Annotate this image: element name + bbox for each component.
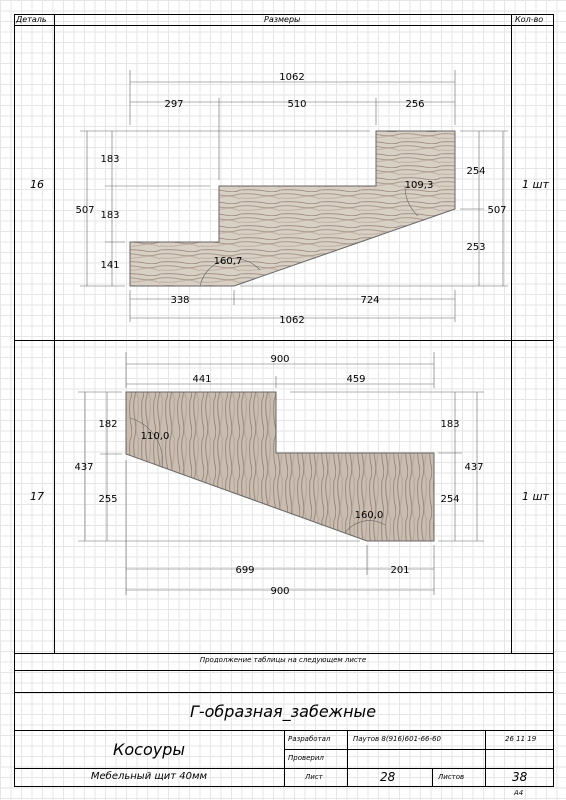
tb-vdiv-2 <box>347 730 348 787</box>
p16-angle-a: 109,3 <box>404 180 434 191</box>
p16-left-b: 183 <box>100 210 120 221</box>
p16-left-a: 183 <box>100 154 120 165</box>
p16-left-c: 141 <box>100 260 120 271</box>
part-17-shape <box>126 392 434 541</box>
material: Мебельный щит 40мм <box>90 771 208 782</box>
row-16-qty: 1 шт <box>522 178 549 191</box>
part-16-shape <box>130 131 455 286</box>
sheets-total: 38 <box>512 770 528 784</box>
p17-bottom-a: 699 <box>235 565 255 576</box>
date: 26 11 19 <box>505 735 537 743</box>
p16-right-b: 253 <box>466 242 486 253</box>
p16-right-total: 507 <box>487 205 507 216</box>
p16-top-b: 510 <box>287 99 307 110</box>
tb-hdiv-2 <box>14 768 554 769</box>
checked-label: Проверил <box>288 754 324 762</box>
p17-total-top: 900 <box>270 354 290 365</box>
developed-label: Разработал <box>288 735 331 743</box>
p16-bottom-total: 1062 <box>279 315 305 326</box>
header-sizes: Размеры <box>264 15 301 24</box>
tb-vdiv-3 <box>432 768 433 787</box>
p17-bottom-total: 900 <box>270 586 290 597</box>
p17-right-a: 183 <box>440 419 460 430</box>
p16-total-top: 1062 <box>279 72 305 83</box>
row-16-id: 16 <box>30 178 44 191</box>
header-qty: Кол-во <box>515 15 544 24</box>
p16-bottom-b: 724 <box>360 295 380 306</box>
title-block-top <box>14 692 554 693</box>
row-17-id: 17 <box>30 490 44 503</box>
tb-vdiv-4 <box>485 730 486 787</box>
p16-right-a: 254 <box>466 166 486 177</box>
p17-angle-a: 110,0 <box>140 431 170 442</box>
tb-vdiv-1 <box>284 730 285 787</box>
p16-angle-b: 160,7 <box>213 256 243 267</box>
project-title: Г-образная_забежные <box>189 702 377 721</box>
p17-left-a: 182 <box>98 419 118 430</box>
tb-hdiv-1 <box>284 749 554 750</box>
p16-top-c: 256 <box>405 99 425 110</box>
p16-bottom-a: 338 <box>170 295 190 306</box>
p17-top-b: 459 <box>346 374 366 385</box>
p17-right-b: 254 <box>440 494 460 505</box>
p17-left-b: 255 <box>98 494 118 505</box>
p16-left-total: 507 <box>75 205 95 216</box>
p17-bottom-b: 201 <box>390 565 410 576</box>
continuation-note: Продолжение таблицы на следующем листе <box>199 656 367 664</box>
p17-left-total: 437 <box>74 462 94 473</box>
format-label: А4 <box>514 789 524 797</box>
row-17-qty: 1 шт <box>522 490 549 503</box>
p17-angle-b: 160,0 <box>354 510 384 521</box>
sheet-label: Лист <box>305 773 323 781</box>
p17-right-total: 437 <box>464 462 484 473</box>
p17-top-a: 441 <box>192 374 212 385</box>
developer: Паутов 8(916)601-66-60 <box>353 735 441 743</box>
part-name: Косоуры <box>113 740 185 759</box>
header-detail: Деталь <box>16 15 47 24</box>
sheets-label: Листов <box>438 773 465 781</box>
note-divider <box>14 670 554 671</box>
p16-top-a: 297 <box>164 99 184 110</box>
sheet-number: 28 <box>380 770 396 784</box>
